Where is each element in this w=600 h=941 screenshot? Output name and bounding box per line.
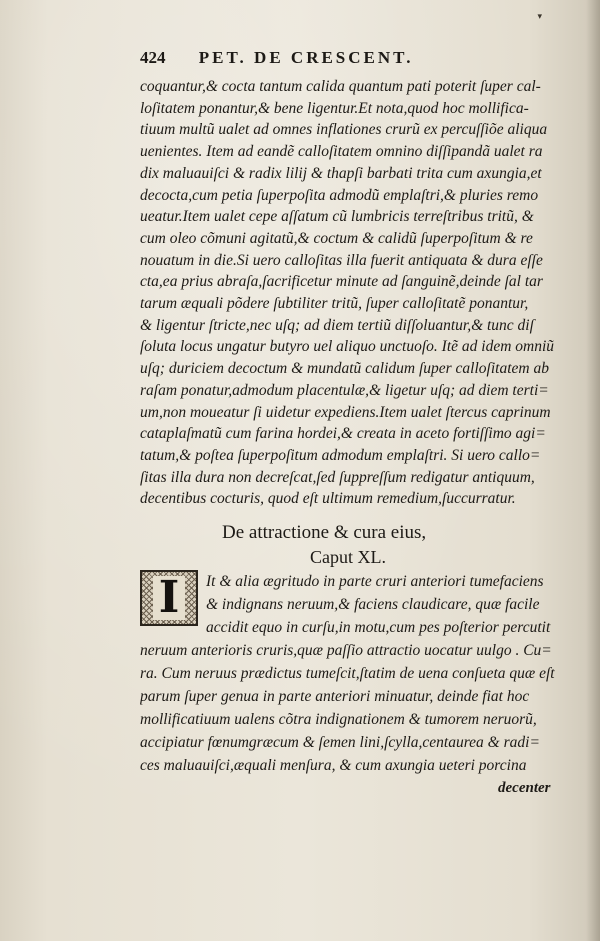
chapter-title: De attractione & cura eius, [222, 522, 427, 543]
text-line: ſoluta locus ungatur butyro uel aliquo unctuoſo. Itẽ ad idem omniũ [140, 338, 555, 356]
text-line: nouatum in die.Si uero calloſitas illa fuerit antiquata & dura eſſe [140, 251, 543, 269]
text-line: um,non moueatur ſi uidetur expediens.Item ualet ſtercus caprinum [140, 403, 551, 421]
catchword: decenter [498, 780, 551, 796]
text-line: & indignans neruum,& faciens claudicare, quæ facile [206, 596, 540, 613]
text-line: ces maluauiſci,æquali menſura, & cum axungia ueteri porcina [140, 757, 527, 774]
text-line: ſitas illa dura non decreſcat,ſed ſuppreſſum redigatur antiquum, [140, 468, 535, 486]
text-line: tarum æquali põdere ſubtiliter tritũ, ſuper calloſitatẽ ponantur, [140, 295, 529, 313]
text-line: coquantur,& cocta tantum calida quantum pati poterit ſuper cal- [140, 78, 541, 95]
text-line: & ligentur ſtricte,nec uſq; ad diem tertiũ diſſoluantur,& tunc diſ [140, 316, 534, 334]
chapter-number: Caput XL. [310, 547, 386, 567]
text-line: decentibus cocturis, quod eſt ultimum remedium,ſuccurratur. [140, 490, 516, 508]
text-line: accidit equo in curſu,in motu,cum pes poſterior percutit [206, 619, 551, 636]
text-line: It & alia ægritudo in parte cruri anteriori tumefaciens [206, 573, 544, 590]
text-line: raſam ponatur,admodum placentulæ,& ligetur uſq; ad diem terti= [140, 381, 549, 399]
text-line: tatum,& poſtea ſuperpoſitum admodum emplaſtri. Si uero callo= [140, 446, 541, 464]
text-line: mollificatiuum ualens cõtra indignationem & tumorem neruorũ, [140, 711, 537, 728]
running-head [140, 48, 540, 68]
initial-letter: I [153, 576, 186, 620]
running-title: PET. DE CRESCENT. [198, 48, 414, 67]
page-number: 424 [140, 48, 166, 67]
text-line: loſitatem ponantur,& bene ligentur.Et nota,quod hoc mollifica- [140, 99, 529, 117]
text-line: uenientes. Item ad eandẽ calloſitatem omnino diſſipandã ualet ra [140, 143, 543, 161]
text-line: decocta,cum petia ſuperpoſita admodũ emplaſtri,& pluries remo [140, 186, 539, 204]
text-line: tiuum multũ ualet ad omnes inflationes crurũ ex percuſſiõe aliqua [140, 121, 548, 139]
edge-mark: ▾ [537, 12, 542, 22]
text-line: accipiatur fœnumgræcum & ſemen lini,ſcylla,centaurea & radi= [140, 734, 540, 751]
text-line: parum ſuper genua in parte anteriori minuatur, deinde fiat hoc [140, 688, 530, 705]
page-edge-shadow [586, 0, 600, 941]
text-line: uſq; duriciem decoctum & mundatũ calidum ſuper calloſitatem ab [140, 360, 549, 378]
text-line: ueatur.Item ualet cepe aſſatum cũ lumbricis terreſtribus tritũ, & [140, 208, 534, 226]
text-line: ra. Cum neruus prædictus tumeſcit,ſtatim de uena conſueta quæ eſt [140, 665, 555, 682]
body-text [140, 76, 560, 510]
text-line: cta,ea prius abraſa,ſacrificetur minute ad ſanguinẽ,deinde ſal tar [140, 273, 543, 291]
chapter-text [140, 570, 560, 777]
text-line: dix maluauiſci & radix lilij & thapſi barbati trita cum axungia,et [140, 164, 542, 182]
text-line: neruum anterioris cruris,quæ paſſio attractio uocatur uulgo . Cu= [140, 642, 552, 659]
decorated-initial [140, 570, 198, 626]
text-line: cataplaſmatũ cum farina hordei,& creata in aceto fortiſſimo agi= [140, 425, 546, 443]
text-line: cum oleo cõmuni agitatũ,& coctum & calidũ ſuperpoſitum & re [140, 229, 533, 247]
